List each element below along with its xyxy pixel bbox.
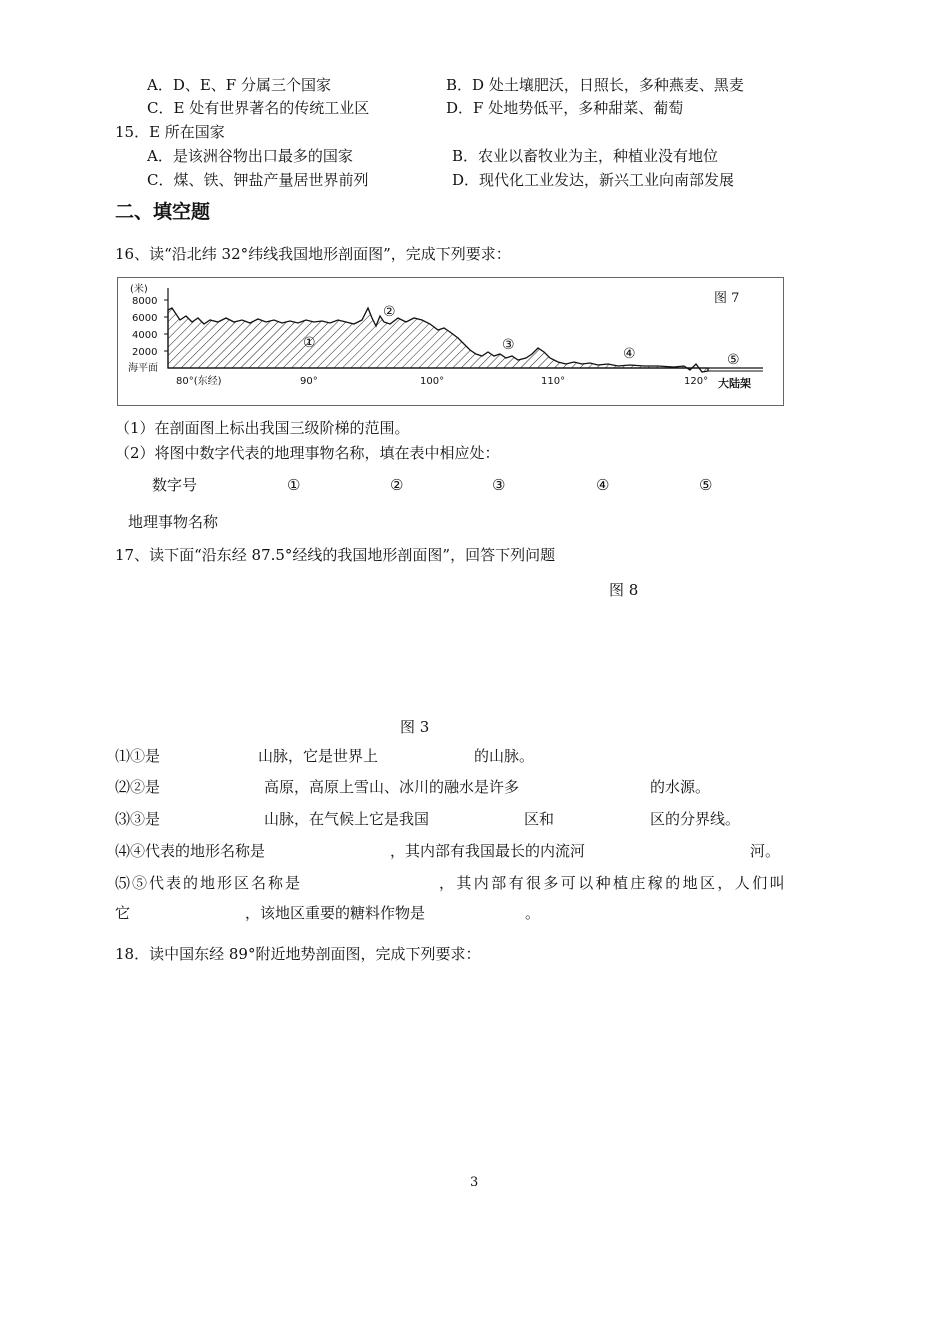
q17-line4-mid: ，其内部有我国最长的内流河 <box>390 842 586 860</box>
table-number-5: ⑤ <box>699 476 713 494</box>
q17-line5 <box>115 873 837 893</box>
shelf-label: 大陆架 <box>718 377 751 390</box>
q17-line6-start: 它 <box>115 904 131 922</box>
q17-line3-start: ⑶③是 <box>115 810 161 828</box>
q16-stem: 16、读“沿北纬 32°纬线我国地形剖面图”，完成下列要求： <box>115 245 511 263</box>
q14-option-a: A．D、E、F 分属三个国家 <box>147 76 331 94</box>
y-tick-label: 2000 <box>132 347 158 358</box>
q17-line2-start: ⑵②是 <box>115 778 161 796</box>
y-unit-label: (米) <box>130 284 148 295</box>
q17-line3-mid2: 区和 <box>524 810 555 828</box>
marker-1: ① <box>303 335 316 351</box>
q16-sub2: （2）将图中数字代表的地理事物名称，填在表中相应处： <box>115 444 500 462</box>
figure-8-label: 图 8 <box>609 581 639 599</box>
q17-line2-mid: 高原，高原上雪山、冰川的融水是许多 <box>264 778 520 796</box>
q17-line1-end: 的山脉。 <box>474 747 535 765</box>
q18-stem: 18．读中国东经 89°附近地势剖面图，完成下列要求： <box>115 945 481 963</box>
x-tick-label: 80°(东经) <box>176 376 222 387</box>
marker-5: ⑤ <box>727 352 740 368</box>
q17-line1-start: ⑴①是 <box>115 747 161 765</box>
sea-level-label: 海平面 <box>128 363 158 374</box>
q17-line6-mid: ，该地区重要的糖料作物是 <box>245 904 426 922</box>
q15-option-d: D．现代化工业发达，新兴工业向南部发展 <box>452 171 735 189</box>
y-tick-label: 6000 <box>132 313 158 324</box>
q17-line3-mid: 山脉，在气候上它是我国 <box>264 810 430 828</box>
terrain-profile-chart <box>118 278 785 407</box>
q17-stem: 17、读下面“沿东经 87.5°经线的我国地形剖面图”，回答下列问题 <box>115 546 556 564</box>
page-number: 3 <box>470 1175 479 1190</box>
table-number-1: ① <box>287 476 301 494</box>
q14-option-b: B．D 处土壤肥沃，日照长，多种燕麦、黑麦 <box>446 76 744 94</box>
table-number-4: ④ <box>596 476 610 494</box>
q17-line4-start: ⑷④代表的地形名称是 <box>115 842 266 860</box>
q14-option-d: D．F 处地势低平，多种甜菜、葡萄 <box>446 99 684 117</box>
q17-line6-end: 。 <box>525 904 541 922</box>
q15-stem: 15．E 所在国家 <box>115 123 225 141</box>
terrain-area <box>168 308 708 372</box>
q17-line3-end: 区的分界线。 <box>650 810 741 828</box>
section-title: 二、填空题 <box>115 201 211 223</box>
q17-line4-end: 河。 <box>750 842 781 860</box>
y-tick-label: 8000 <box>132 296 158 307</box>
figure-7-label: 图 7 <box>714 291 740 306</box>
x-tick-label: 110° <box>541 376 566 387</box>
q15-option-a: A．是该洲谷物出口最多的国家 <box>147 147 353 165</box>
table-number-2: ② <box>390 476 404 494</box>
q17-line2-end: 的水源。 <box>650 778 711 796</box>
table-header-label: 数字号 <box>152 476 198 494</box>
table-row-label: 地理事物名称 <box>128 513 219 531</box>
marker-2: ② <box>383 304 396 320</box>
figure-7-profile <box>117 277 784 406</box>
table-number-3: ③ <box>492 476 506 494</box>
q17-line1-mid: 山脉，它是世界上 <box>258 747 379 765</box>
q17-line5-mid: ，其内部有很多可以种植庄稼的地区，人们叫 <box>439 874 788 892</box>
q15-option-b: B．农业以畜牧业为主，种植业没有地位 <box>452 147 719 165</box>
y-tick-label: 4000 <box>132 330 158 341</box>
q16-sub1: （1）在剖面图上标出我国三级阶梯的范围。 <box>115 419 410 437</box>
x-tick-label: 90° <box>300 376 318 387</box>
marker-3: ③ <box>502 337 515 353</box>
figure-3-label: 图 3 <box>400 718 430 736</box>
marker-4: ④ <box>623 346 636 362</box>
x-tick-label: 100° <box>420 376 445 387</box>
x-tick-label: 120° <box>684 376 709 387</box>
q15-option-c: C．煤、铁、钾盐产量居世界前列 <box>147 171 369 189</box>
q17-line5-start: ⑸⑤代表的地形区名称是 <box>115 874 303 892</box>
q14-option-c: C．E 处有世界著名的传统工业区 <box>147 99 370 117</box>
